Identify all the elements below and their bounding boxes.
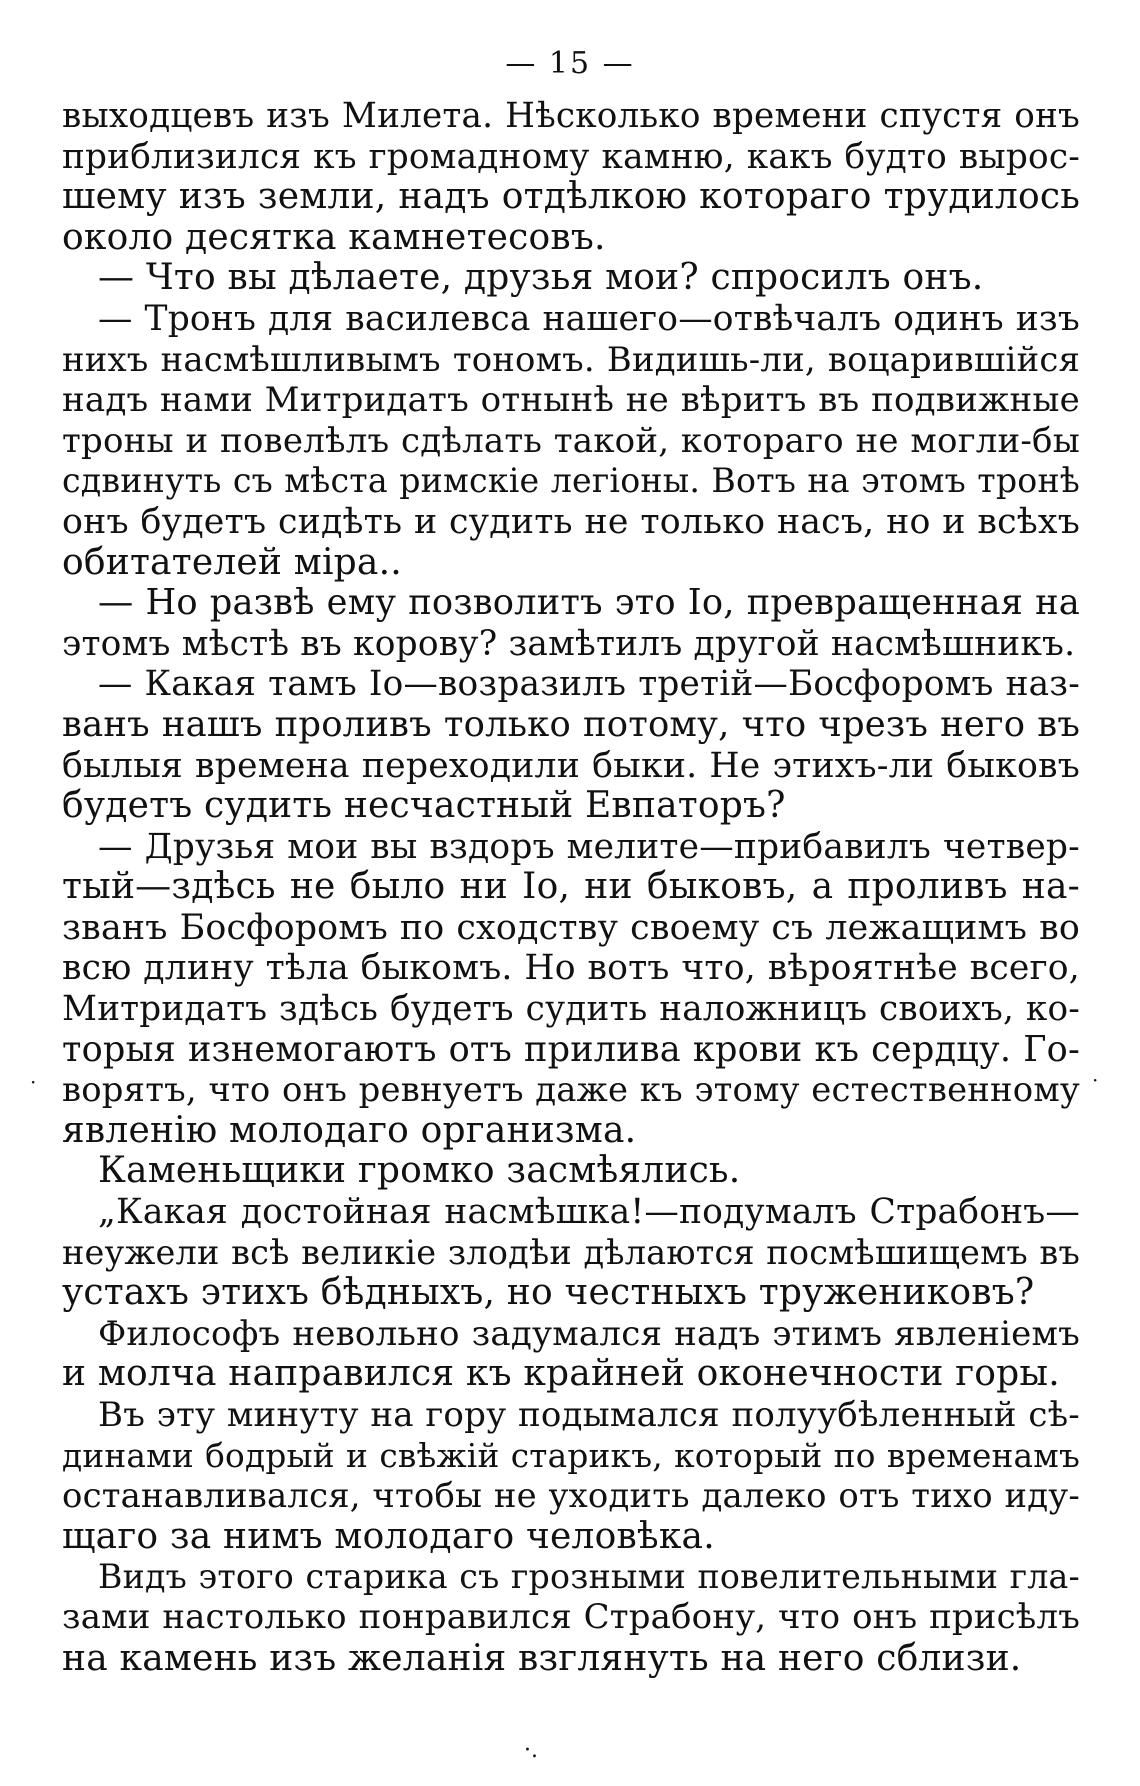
text-line: торыя изнемогаютъ отъ прилива крови къ сердцу. Го-: [62, 1028, 1080, 1070]
text-line: щаго за нимъ молодаго человѣка.: [62, 1515, 715, 1557]
text-line: выходцевъ изъ Милета. Нѣсколько времени спустя онъ: [62, 96, 1080, 136]
text-line: — Что вы дѣлаете, друзья мои? спросилъ онъ.: [98, 257, 984, 299]
printer-mark: ·.: [524, 1738, 538, 1763]
text-line: нихъ насмѣшливымъ тономъ. Видишь-ли, воцарившійся: [62, 339, 1080, 379]
text-line: устахъ этихъ бѣдныхъ, но честныхъ тружениковъ?: [62, 1272, 1035, 1314]
text-line: „Какая достойная насмѣшка!—подумалъ Страбонъ—: [98, 1192, 1080, 1233]
text-line: ванъ нашъ проливъ только потому, что чрезъ него въ: [62, 703, 1080, 745]
text-line: неужели всѣ великіе злодѣи дѣлаются посмѣшищемъ въ: [62, 1232, 1080, 1272]
text-line: около десятка камнетесовъ.: [62, 216, 606, 258]
text-line: — Друзья мои вы вздоръ мелите—прибавилъ четвер-: [98, 826, 1080, 867]
text-line: явленію молодаго организма.: [62, 1109, 637, 1151]
text-line: зами настолько понравился Страбону, что онъ присѣлъ: [62, 1597, 1080, 1637]
text-line: Каменьщики громко засмѣялись.: [98, 1150, 741, 1192]
text-line: динами бодрый и свѣжій старикъ, который по временамъ: [62, 1436, 1080, 1475]
text-line: Видъ этого старика съ грозными повелительными гла-: [98, 1557, 1080, 1597]
text-line: на камень изъ желанія взглянуть на него сблизи.: [62, 1637, 1022, 1679]
text-line: обитателей міра..: [62, 541, 402, 583]
text-line: ворятъ, что онъ ревнуетъ даже къ этому естественному: [62, 1070, 1080, 1110]
text-line: былыя времена переходили быки. Не этихъ-ли быковъ: [62, 745, 1080, 786]
text-line: Митридатъ здѣсь будетъ судить наложницъ своихъ, ко-: [62, 989, 1080, 1030]
text-line: — Тронъ для василевса нашего—отвѣчалъ одинъ изъ: [98, 298, 1080, 339]
body-text: [62, 96, 1080, 1679]
text-line: надъ нами Митридатъ отнынѣ не вѣритъ въ подвижные: [62, 380, 1080, 421]
text-line: останавливался, чтобы не уходить далеко отъ тихо иду-: [62, 1476, 1080, 1516]
text-line: шему изъ земли, надъ отдѣлкою котораго трудилось: [62, 176, 1080, 218]
text-line: Философъ невольно задумался надъ этимъ явленіемъ: [98, 1313, 1080, 1354]
text-line: будетъ судить несчастный Евпаторъ?: [62, 785, 786, 827]
text-line: сдвинуть съ мѣста римскіе легіоны. Вотъ на этомъ тронѣ: [62, 461, 1080, 501]
text-line: званъ Босфоромъ по сходству своему съ лежащимъ во: [62, 907, 1080, 948]
text-line: онъ будетъ сидѣть и судить не только насъ, но и всѣхъ: [62, 501, 1080, 542]
text-line: — Какая тамъ Іо—возразилъ третій—Босфоромъ наз-: [98, 664, 1080, 705]
text-line: и молча направился къ крайней оконечности горы.: [62, 1353, 1060, 1395]
text-line: троны и повелѣлъ сдѣлать такой, котораго не могли-бы: [62, 420, 1080, 461]
margin-speck-right: ·: [1092, 1068, 1099, 1092]
margin-speck-left: ·: [30, 1070, 37, 1094]
text-line: — Но развѣ ему позволитъ это Іо, превращенная на: [98, 582, 1080, 624]
text-line: Въ эту минуту на гору подымался полуубѣленный сѣ-: [98, 1395, 1080, 1435]
text-line: этомъ мѣстѣ въ корову? замѣтилъ другой насмѣшникъ.: [62, 623, 1076, 664]
text-line: тый—здѣсь не было ни Іо, ни быковъ, а проливъ на-: [62, 866, 1080, 908]
text-line: всю длину тѣла быкомъ. Но вотъ что, вѣроятнѣе всего,: [62, 948, 1080, 989]
page-number: — 15 —: [505, 46, 635, 81]
text-line: приблизился къ громадному камню, какъ будто вырос-: [62, 136, 1080, 177]
